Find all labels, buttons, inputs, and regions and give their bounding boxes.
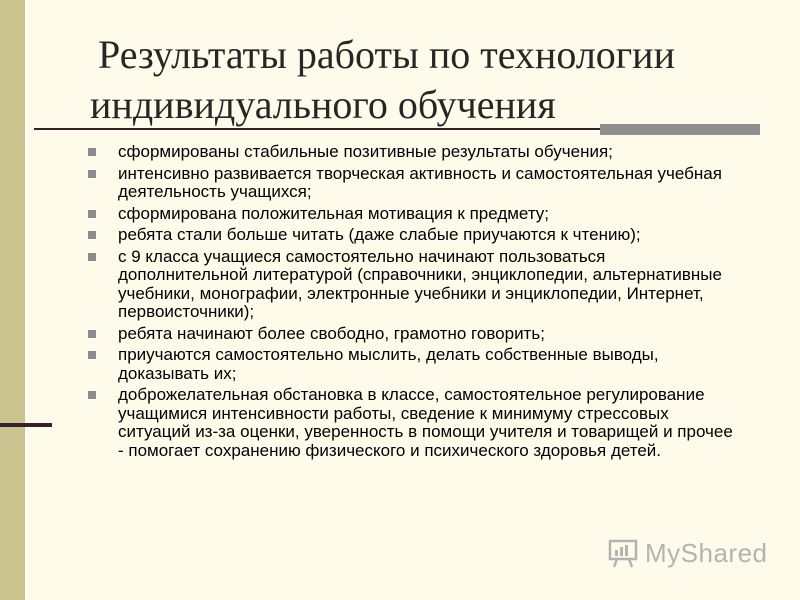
left-accent-line <box>0 423 52 427</box>
bullet-text: приучаются самостоятельно мыслить, делать собственные выводы, доказывать их; <box>118 345 659 383</box>
bullet-text: ребята стали больше читать (даже слабые приучаются к чтению); <box>118 225 641 244</box>
slide-title-line-2: индивидуального обучения <box>90 82 556 127</box>
bullet-item <box>88 226 738 245</box>
bullet-item <box>88 325 738 344</box>
bullet-text: ребята начинают более свободно, грамотно говорить; <box>118 323 545 343</box>
title-accent-bar <box>600 124 760 135</box>
slide-title-line-1: Результаты работы по технологии <box>98 32 675 77</box>
bullet-item <box>88 143 738 162</box>
bullet-square-icon <box>88 351 96 359</box>
slide-title <box>90 30 770 130</box>
bullet-text: интенсивно развивается творческая активность и самостоятельная учебная деятельность учащихся; <box>118 163 722 201</box>
bullet-square-icon <box>88 170 96 178</box>
bullet-square-icon <box>88 330 96 338</box>
bullet-item <box>88 248 738 322</box>
bullet-item <box>88 205 738 224</box>
bullet-item <box>88 346 738 383</box>
bullet-text: с 9 класса учащиеся самостоятельно начинают пользоваться дополнительной литературой (справочники, энциклопедии, альтернативные учебники, монографии, электронные учебники и энциклопедии, Интернет, первоисточники); <box>118 246 722 321</box>
bullet-text: сформирована положительная мотивация к предмету; <box>118 203 550 223</box>
presentation-board-icon <box>607 537 639 569</box>
bullet-text: сформированы стабильные позитивные результаты обучения; <box>118 142 613 161</box>
watermark-logo <box>607 537 768 569</box>
bullet-square-icon <box>88 148 96 156</box>
left-decor-band <box>0 0 25 600</box>
bullet-item <box>88 386 738 460</box>
bullet-text: доброжелательная обстановка в классе, самостоятельное регулирование учащимися интенсивности работы, сведение к минимуму стрессовых ситуаций из-за оценки, уверенность в помощи учителя и товарищей и прочее - помогает сохранению физического и психического здоровья детей. <box>118 385 733 460</box>
bullet-square-icon <box>88 253 96 261</box>
bullet-square-icon <box>88 210 96 218</box>
watermark-text: MyShared <box>645 537 768 568</box>
bullet-square-icon <box>88 391 96 399</box>
bullet-item <box>88 165 738 202</box>
bullet-square-icon <box>88 231 96 239</box>
bullet-list <box>88 143 738 463</box>
